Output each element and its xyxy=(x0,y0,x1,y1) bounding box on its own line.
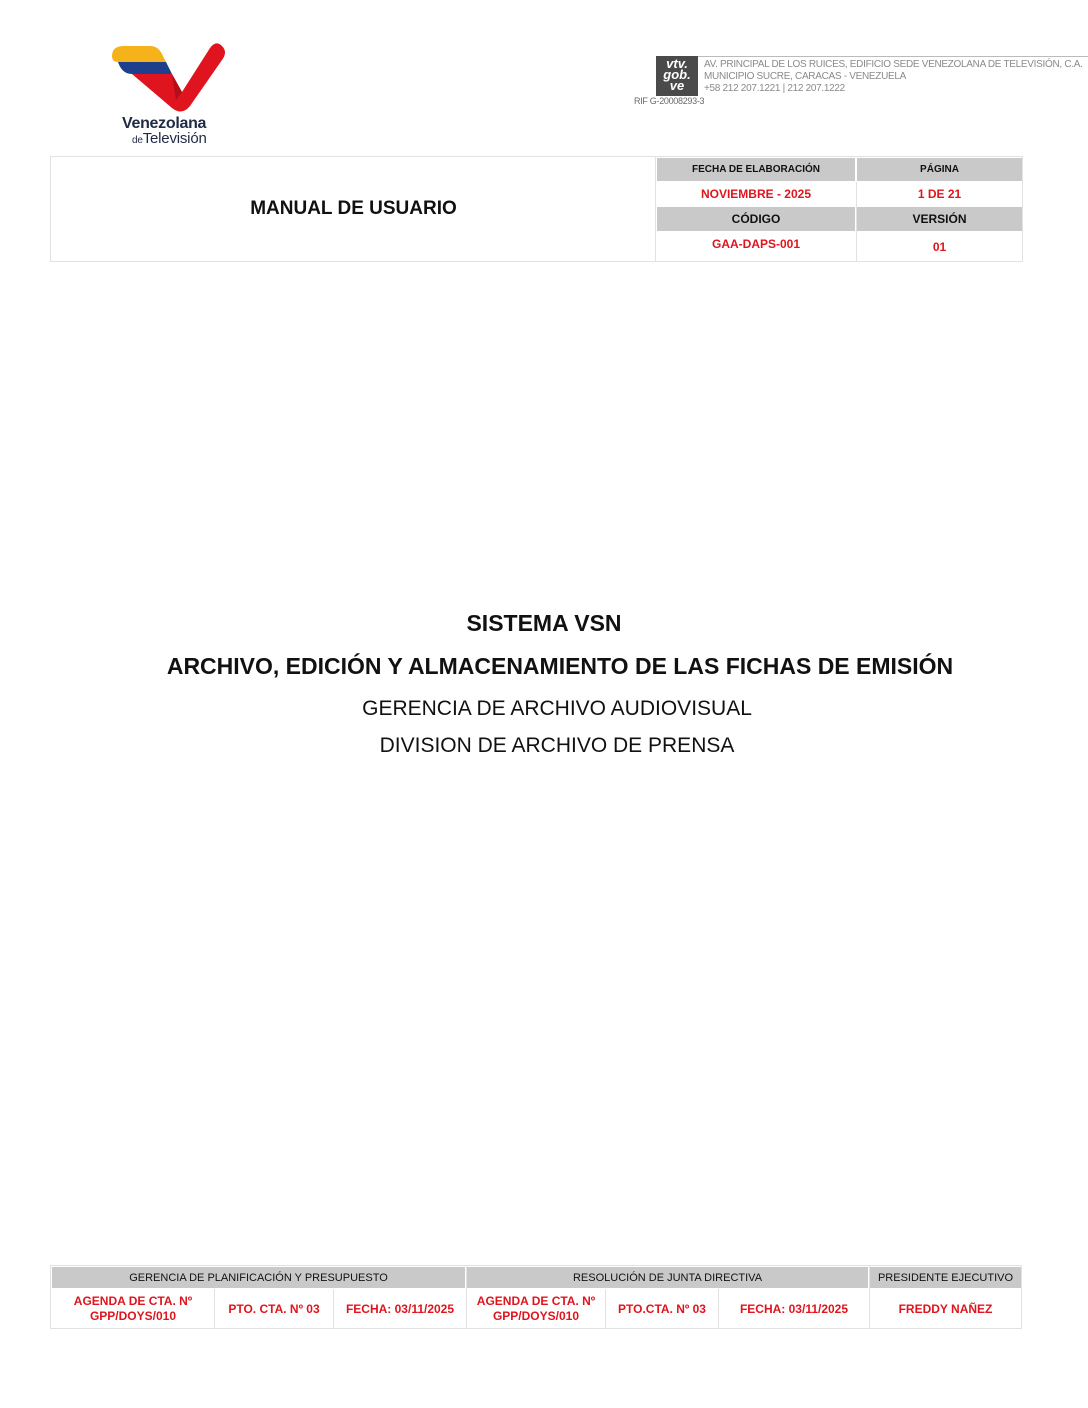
address-line1: AV. PRINCIPAL DE LOS RUICES, EDIFICIO SEDE VENEZOLANA DE TELEVISIÓN, C.A. xyxy=(704,59,1083,70)
division-name: DIVISION DE ARCHIVO DE PRENSA xyxy=(379,734,735,757)
badge-line3: ve xyxy=(669,78,685,93)
vtv-logo xyxy=(110,38,240,148)
rif-number: RIF G-20008293-3 xyxy=(634,96,705,106)
vtv-logo-mark-icon xyxy=(110,38,230,118)
version-value: 01 xyxy=(932,240,947,254)
approval-footer-table xyxy=(50,1265,1022,1329)
resolucion-pto: PTO.CTA. Nº 03 xyxy=(618,1301,706,1316)
codigo-label: CÓDIGO xyxy=(657,207,855,231)
codigo-value: GAA-DAPS-001 xyxy=(711,237,801,251)
version-label: VERSIÓN xyxy=(857,207,1022,231)
logo-name-line2 xyxy=(132,130,207,147)
resolucion-agenda-line1: AGENDA DE CTA. Nº xyxy=(476,1294,596,1308)
fecha-value: NOVIEMBRE - 2025 xyxy=(700,187,812,201)
address-stamp xyxy=(634,56,1088,106)
company-address xyxy=(704,59,1083,95)
document-title: MANUAL DE USUARIO xyxy=(250,198,457,219)
resolucion-agenda xyxy=(467,1289,605,1329)
header-divider xyxy=(655,157,656,261)
gerencia-pto: PTO. CTA. Nº 03 xyxy=(228,1301,320,1316)
fecha-label: FECHA DE ELABORACIÓN xyxy=(657,158,855,181)
resolucion-fecha: FECHA: 03/11/2025 xyxy=(739,1301,849,1316)
gerencia-name: GERENCIA DE ARCHIVO AUDIOVISUAL xyxy=(362,697,752,720)
logo-name-suffix: Televisión xyxy=(142,130,207,147)
footer-header-resolucion: RESOLUCIÓN DE JUNTA DIRECTIVA xyxy=(467,1267,868,1288)
stamp-divider xyxy=(694,56,1088,57)
header-col-divider xyxy=(856,182,857,262)
gerencia-agenda-line1: AGENDA DE CTA. Nº xyxy=(73,1294,193,1308)
resolucion-agenda-line2: GPP/DOYS/010 xyxy=(492,1309,580,1323)
address-line2: MUNICIPIO SUCRE, CARACAS - VENEZUELA xyxy=(704,71,907,82)
document-header-table xyxy=(50,156,1023,262)
gerencia-agenda xyxy=(52,1289,214,1329)
badge-line2: gob. xyxy=(663,67,691,82)
presidente-name: FREDDY NAÑEZ xyxy=(898,1301,993,1316)
vtv-gob-ve-badge xyxy=(656,56,698,96)
badge-line1: vtv. xyxy=(666,56,688,71)
main-subtitle: ARCHIVO, EDICIÓN Y ALMACENAMIENTO DE LAS FICHAS DE EMISIÓN xyxy=(166,653,954,679)
pagina-label: PÁGINA xyxy=(857,158,1022,181)
logo-name-prefix: de xyxy=(132,135,143,146)
address-line3: +58 212 207.1221 | 212 207.1222 xyxy=(704,83,845,94)
footer-header-presidente: PRESIDENTE EJECUTIVO xyxy=(870,1267,1021,1288)
gerencia-agenda-line2: GPP/DOYS/010 xyxy=(89,1309,177,1323)
logo-name-line1: Venezolana xyxy=(122,115,207,132)
main-title: SISTEMA VSN xyxy=(466,610,622,636)
gerencia-fecha: FECHA: 03/11/2025 xyxy=(345,1301,455,1316)
pagina-value: 1 DE 21 xyxy=(917,187,962,201)
footer-header-gerencia: GERENCIA DE PLANIFICACIÓN Y PRESUPUESTO xyxy=(52,1267,465,1288)
